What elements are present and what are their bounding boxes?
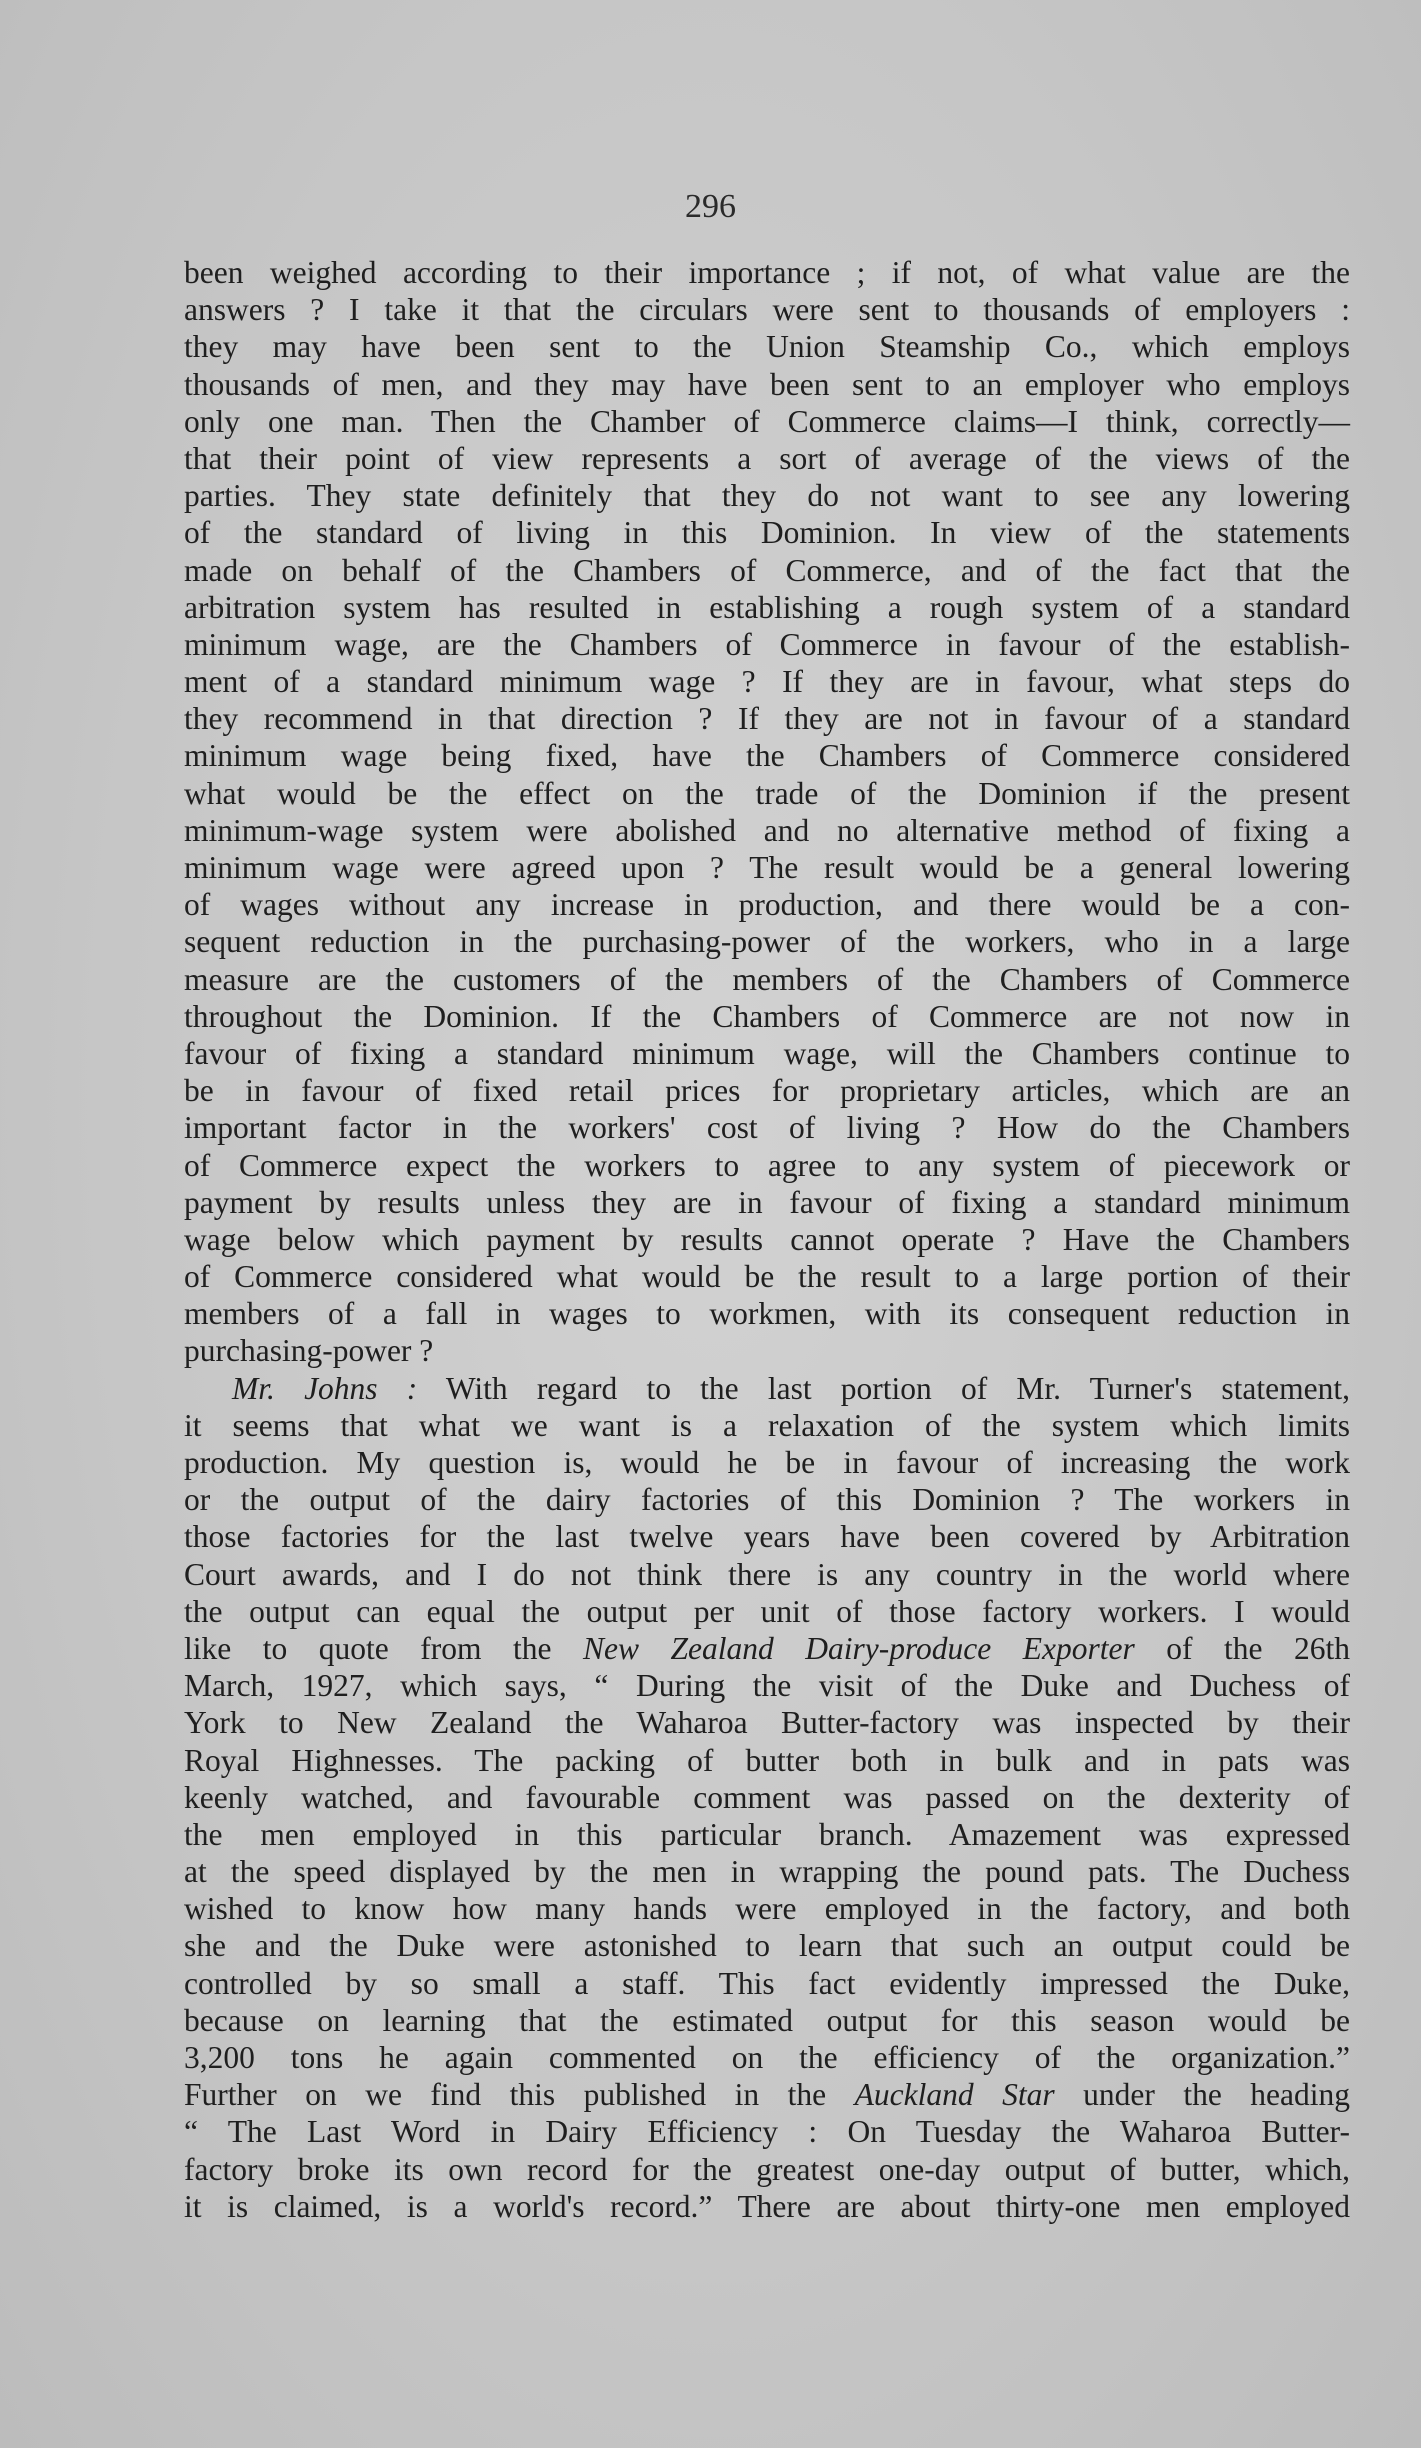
line-text: under the heading — [1054, 2077, 1351, 2113]
text-line — [184, 2188, 1350, 2225]
text-line — [184, 1221, 1350, 1258]
text-line — [184, 2002, 1350, 2039]
text-line — [184, 1295, 1350, 1332]
text-line — [184, 514, 1350, 551]
text-line — [184, 1258, 1350, 1295]
text-line — [184, 477, 1350, 514]
line-text: like to quote from the — [184, 1630, 583, 1666]
line-text: measure are the customers of the members of the Chambers of Commerce — [184, 961, 1350, 997]
line-text: of the standard of living in this Dominion. In view of the statements — [184, 515, 1350, 551]
line-text: it seems that what we want is a relaxation of the system which limits — [184, 1407, 1350, 1443]
line-text: wage below which payment by results cannot operate ? Have the Chambers — [184, 1221, 1350, 1257]
text-line — [184, 1630, 1350, 1667]
line-text: she and the Duke were astonished to learn that such an output could be — [184, 1928, 1350, 1964]
text-line — [184, 886, 1350, 923]
text-line — [184, 775, 1350, 812]
text-line — [184, 1332, 1350, 1369]
text-line — [184, 1704, 1350, 1741]
line-text: of Commerce expect the workers to agree to any system of piecework or — [184, 1147, 1350, 1183]
line-text: important factor in the workers' cost of living ? How do the Chambers — [184, 1110, 1350, 1146]
line-text: Court awards, and I do not think there is any country in the world where — [184, 1556, 1350, 1592]
line-text: parties. They state definitely that they do not want to see any lowering — [184, 478, 1350, 514]
body-text — [184, 254, 1350, 2225]
line-text: “ The Last Word in Dairy Efficiency : On Tuesday the Waharoa Butter- — [184, 2114, 1350, 2150]
line-text: arbitration system has resulted in establishing a rough system of a standard — [184, 589, 1350, 625]
text-line — [184, 1742, 1350, 1779]
text-line — [184, 1816, 1350, 1853]
line-text: minimum-wage system were abolished and no alternative method of fixing a — [184, 812, 1350, 848]
text-line — [184, 1444, 1350, 1481]
text-line — [184, 1556, 1350, 1593]
line-text: minimum wage being fixed, have the Chambers of Commerce considered — [184, 738, 1350, 774]
line-text: factory broke its own record for the greatest one-day output of butter, which, — [184, 2151, 1350, 2187]
line-text: members of a fall in wages to workmen, with its consequent reduction in — [184, 1296, 1350, 1332]
text-line — [184, 1853, 1350, 1890]
line-text: answers ? I take it that the circulars were sent to thousands of employers : — [184, 292, 1350, 328]
text-line — [184, 403, 1350, 440]
publication-title: Auckland Star — [854, 2077, 1055, 2113]
line-text: throughout the Dominion. If the Chambers of Commerce are not now in — [184, 998, 1350, 1034]
text-line — [184, 1370, 1350, 1407]
line-text: York to New Zealand the Waharoa Butter-factory was inspected by their — [184, 1705, 1350, 1741]
line-text: payment by results unless they are in favour of fixing a standard minimum — [184, 1184, 1350, 1220]
line-text: ment of a standard minimum wage ? If they are in favour, what steps do — [184, 664, 1350, 700]
line-text: the output can equal the output per unit of those factory workers. I would — [184, 1593, 1350, 1629]
text-line — [184, 737, 1350, 774]
line-text: thousands of men, and they may have been sent to an employer who employs — [184, 366, 1350, 402]
text-line — [184, 328, 1350, 365]
line-text: sequent reduction in the purchasing-power of the workers, who in a large — [184, 924, 1350, 960]
text-line — [184, 961, 1350, 998]
text-line — [184, 1072, 1350, 1109]
text-line — [184, 440, 1350, 477]
text-line — [184, 700, 1350, 737]
text-line — [184, 552, 1350, 589]
text-line — [184, 2076, 1350, 2113]
text-line — [184, 1147, 1350, 1184]
text-line — [184, 998, 1350, 1035]
text-line — [184, 291, 1350, 328]
line-text: be in favour of fixed retail prices for proprietary articles, which are an — [184, 1073, 1350, 1109]
line-text: of wages without any increase in production, and there would be a con- — [184, 887, 1350, 923]
text-line — [184, 1965, 1350, 2002]
line-text: the men employed in this particular branch. Amazement was expressed — [184, 1816, 1350, 1852]
text-line — [184, 1407, 1350, 1444]
text-line — [184, 663, 1350, 700]
text-line — [184, 1481, 1350, 1518]
line-text: keenly watched, and favourable comment was passed on the dexterity of — [184, 1779, 1350, 1815]
text-line — [184, 1109, 1350, 1146]
line-text: With regard to the last portion of Mr. Turner's statement, — [417, 1370, 1350, 1406]
line-text: favour of fixing a standard minimum wage, will the Chambers continue to — [184, 1035, 1350, 1071]
text-line — [184, 254, 1350, 291]
line-text: been weighed according to their importance ; if not, of what value are the — [184, 255, 1350, 290]
line-text: purchasing-power ? — [184, 1333, 434, 1369]
line-text: they recommend in that direction ? If they are not in favour of a standard — [184, 701, 1350, 737]
text-line — [184, 923, 1350, 960]
line-text: production. My question is, would he be in favour of increasing the work — [184, 1445, 1350, 1480]
text-line — [184, 2113, 1350, 2150]
line-text: that their point of view represents a sort of average of the views of the — [184, 440, 1350, 476]
text-line — [184, 1779, 1350, 1816]
text-line — [184, 1890, 1350, 1927]
text-line — [184, 1518, 1350, 1555]
line-text: March, 1927, which says, “ During the visit of the Duke and Duchess of — [184, 1668, 1350, 1704]
text-line — [184, 626, 1350, 663]
line-text: what would be the effect on the trade of the Dominion if the present — [184, 775, 1350, 811]
line-text: minimum wage were agreed upon ? The result would be a general lowering — [184, 850, 1350, 885]
line-text: Royal Highnesses. The packing of butter both in bulk and in pats was — [184, 1742, 1350, 1778]
text-line — [184, 849, 1350, 886]
text-line — [184, 2039, 1350, 2076]
text-line — [184, 1184, 1350, 1221]
text-line — [184, 589, 1350, 626]
text-line — [184, 1667, 1350, 1704]
line-text: controlled by so small a staff. This fact evidently impressed the Duke, — [184, 1965, 1350, 2001]
text-line — [184, 1035, 1350, 1072]
line-text: at the speed displayed by the men in wrapping the pound pats. The Duchess — [184, 1854, 1350, 1890]
text-line — [184, 1593, 1350, 1630]
text-line — [184, 812, 1350, 849]
line-text: made on behalf of the Chambers of Commerce, and of the fact that the — [184, 552, 1350, 588]
line-text: wished to know how many hands were employed in the factory, and both — [184, 1891, 1350, 1927]
line-text: of the 26th — [1134, 1630, 1350, 1666]
line-text: 3,200 tons he again commented on the efficiency of the organization.” — [184, 2040, 1350, 2075]
page-number: 296 — [685, 188, 736, 225]
line-text: or the output of the dairy factories of this Dominion ? The workers in — [184, 1482, 1350, 1518]
line-text: because on learning that the estimated output for this season would be — [184, 2002, 1350, 2038]
line-text: Further on we find this published in the — [184, 2077, 855, 2113]
line-text: those factories for the last twelve years have been covered by Arbitration — [184, 1519, 1350, 1555]
text-line — [184, 366, 1350, 403]
text-line — [184, 2151, 1350, 2188]
line-text: minimum wage, are the Chambers of Commerce in favour of the establish- — [184, 626, 1350, 662]
line-text: it is claimed, is a world's record.” There are about thirty-one men employed — [184, 2188, 1350, 2224]
line-text: of Commerce considered what would be the result to a large portion of their — [184, 1259, 1350, 1295]
line-text: they may have been sent to the Union Steamship Co., which employs — [184, 329, 1350, 365]
line-text: only one man. Then the Chamber of Commerce claims—I think, correctly— — [184, 403, 1350, 439]
text-line — [184, 1927, 1350, 1964]
speaker-name: Mr. Johns : — [232, 1370, 418, 1406]
publication-title: New Zealand Dairy-produce Exporter — [582, 1630, 1135, 1666]
